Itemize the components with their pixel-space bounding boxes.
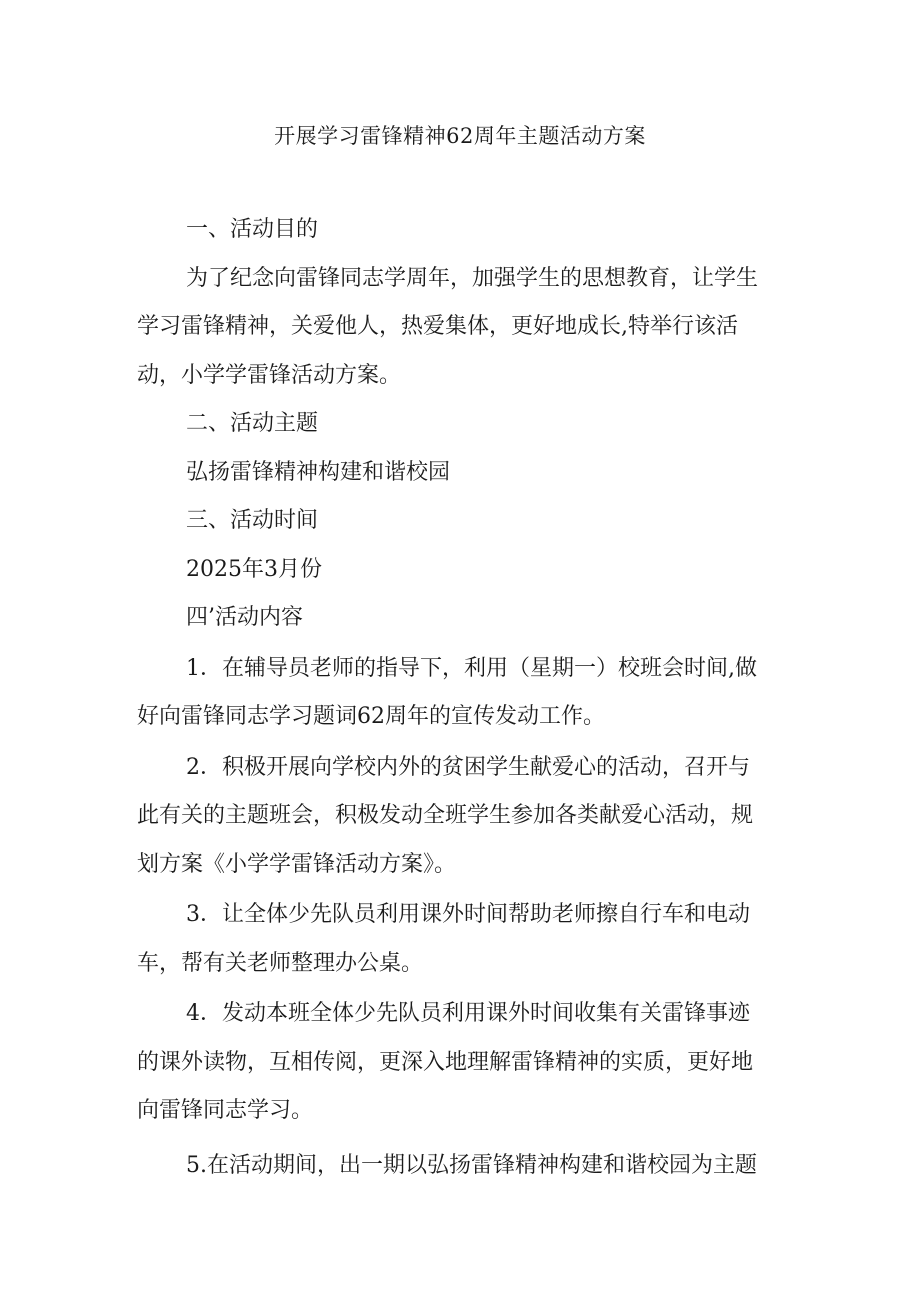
list-item-3-line: 3．让全体少先队员利用课外时间帮助老师擦自行车和电动 (186, 902, 750, 927)
list-item-5-line: 5.在活动期间，出一期以弘扬雷锋精神构建和谐校园为主题 (186, 1152, 757, 1178)
section-heading-content: 四’活动内容 (186, 605, 303, 630)
list-item-3-line: 车，帮有关老师整理办公桌。 (137, 950, 424, 976)
theme-text: 弘扬雷锋精神构建和谐校园 (186, 459, 451, 485)
list-item-4-line: 4．发动本班全体少先队员利用课外时间收集有关雷锋事迹 (186, 1001, 750, 1026)
list-item-1-line: 1．在辅导员老师的指导下，利用（星期一）校班会时间,做 (186, 655, 757, 681)
section-heading-purpose: 一、活动目的 (186, 217, 319, 242)
list-item-2-line: 划方案《小学学雷锋活动方案》。 (137, 851, 457, 877)
list-item-4-line: 向雷锋同志学习。 (137, 1098, 314, 1123)
paragraph-line: 动，小学学雷锋活动方案。 (137, 362, 402, 388)
document-title: 开展学习雷锋精神62周年主题活动方案 (274, 124, 646, 148)
list-item-2-line: 2．积极开展向学校内外的贫困学生献爱心的活动，召开与 (186, 754, 750, 780)
list-item-1-line: 好向雷锋同志学习题词62周年的宣传发动工作。 (137, 704, 605, 729)
list-item-4-line: 的课外读物，互相传阅，更深入地理解雷锋精神的实质，更好地 (137, 1049, 754, 1075)
paragraph-line: 学习雷锋精神，关爱他人，热爱集体，更好地成长,特举行该活 (137, 314, 738, 339)
document-body (137, 206, 797, 1190)
time-text: 2025年3月份 (186, 556, 322, 582)
section-heading-time: 三、活动时间 (186, 508, 319, 533)
paragraph-line: 为了纪念向雷锋同志学周年，加强学生的思想教育，让学生 (186, 265, 759, 291)
section-heading-theme: 二、活动主题 (186, 411, 319, 436)
list-item-2-line: 此有关的主题班会，积极发动全班学生参加各类献爱心活动，规 (137, 803, 754, 828)
